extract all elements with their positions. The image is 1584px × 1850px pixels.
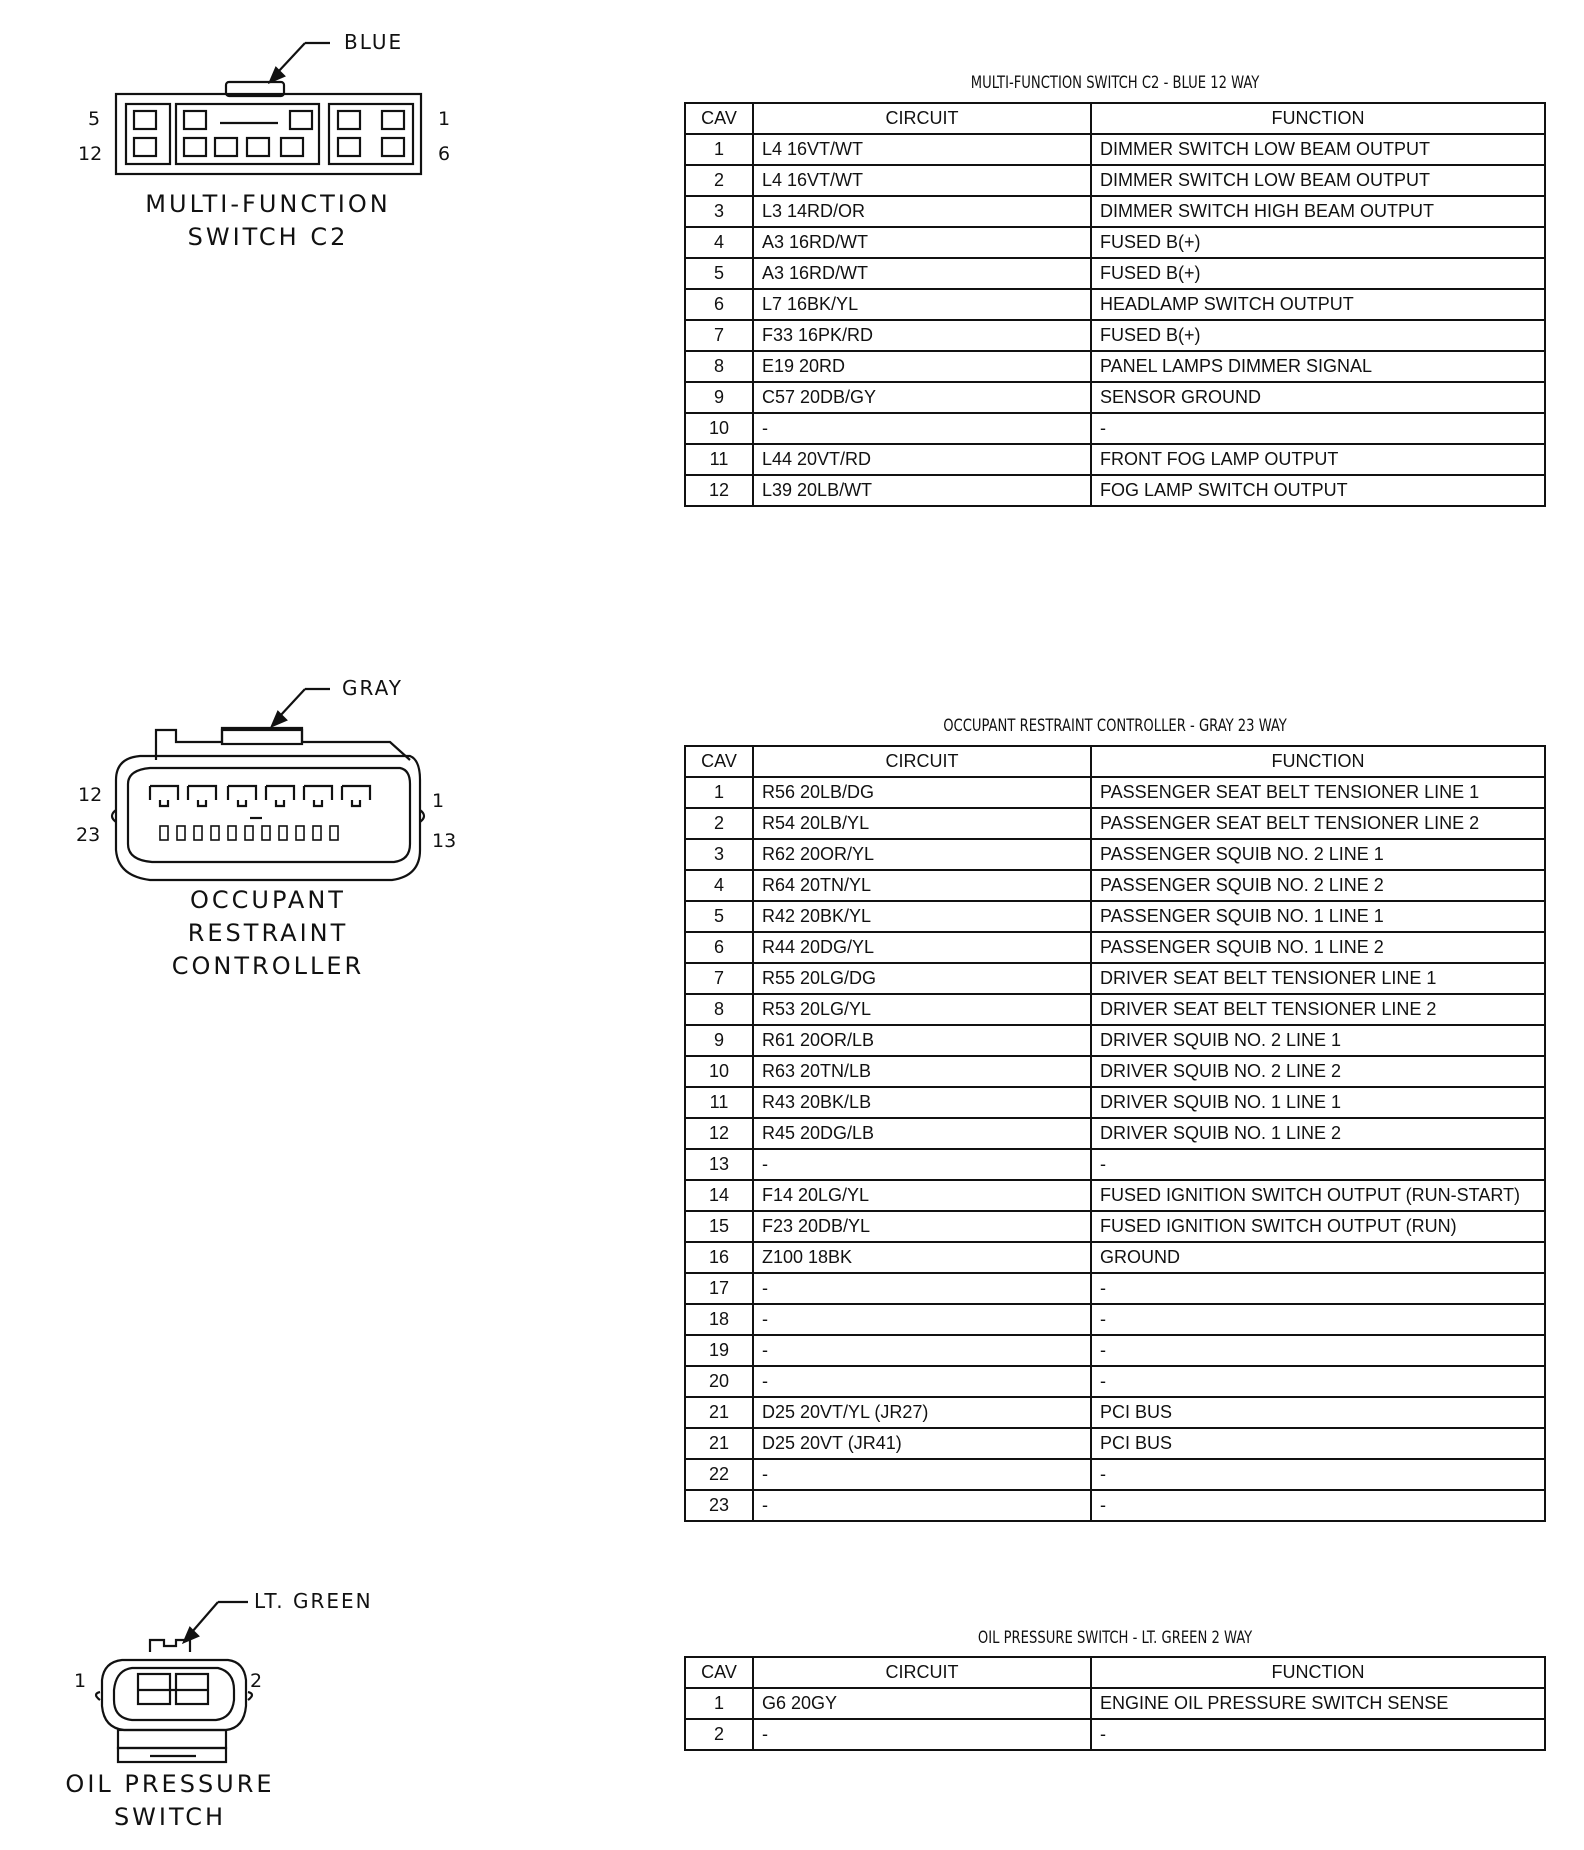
circuit-cell: A3 16RD/WT — [753, 258, 1091, 289]
table-title: MULTI-FUNCTION SWITCH C2 - BLUE 12 WAY — [970, 73, 1260, 93]
circuit-cell: L7 16BK/YL — [753, 289, 1091, 320]
table-row — [685, 227, 1545, 258]
table-row — [685, 870, 1545, 901]
pin-label: 2 — [250, 1670, 263, 1692]
connector-name-line: SWITCH — [113, 1803, 227, 1831]
connector-name-line: MULTI-FUNCTION — [145, 190, 391, 218]
cav-cell: 10 — [685, 413, 753, 444]
cav-cell: 17 — [685, 1273, 753, 1304]
function-cell: FRONT FOG LAMP OUTPUT — [1091, 444, 1545, 475]
table-row — [685, 1118, 1545, 1149]
cav-cell: 21 — [685, 1428, 753, 1459]
connector-name-line: CONTROLLER — [171, 952, 365, 980]
table-row — [685, 1459, 1545, 1490]
circuit-cell: L4 16VT/WT — [753, 134, 1091, 165]
connector-name-line: OIL PRESSURE — [65, 1770, 275, 1798]
table-row — [685, 1087, 1545, 1118]
cav-cell: 7 — [685, 320, 753, 351]
cav-cell: 6 — [685, 932, 753, 963]
table-row — [685, 475, 1545, 506]
connector-name — [60, 1768, 280, 1834]
function-cell: DIMMER SWITCH LOW BEAM OUTPUT — [1091, 134, 1545, 165]
connector-name-line: SWITCH C2 — [187, 223, 349, 251]
cav-cell: 2 — [685, 165, 753, 196]
circuit-cell: R53 20LG/YL — [753, 994, 1091, 1025]
table-row — [685, 932, 1545, 963]
cav-cell: 19 — [685, 1335, 753, 1366]
function-cell: DRIVER SEAT BELT TENSIONER LINE 2 — [1091, 994, 1545, 1025]
function-cell: FUSED IGNITION SWITCH OUTPUT (RUN-START) — [1091, 1180, 1545, 1211]
table-row — [685, 1304, 1545, 1335]
cav-cell: 12 — [685, 475, 753, 506]
table-row — [685, 134, 1545, 165]
table-row — [685, 1273, 1545, 1304]
connector-color-lt-green: LT. GREEN — [254, 1589, 373, 1613]
function-cell: ENGINE OIL PRESSURE SWITCH SENSE — [1091, 1688, 1545, 1719]
cav-cell: 13 — [685, 1149, 753, 1180]
cav-cell: 2 — [685, 808, 753, 839]
table-row — [685, 963, 1545, 994]
cav-cell: 6 — [685, 289, 753, 320]
pinout-table — [684, 745, 1546, 1522]
circuit-cell: L3 14RD/OR — [753, 196, 1091, 227]
table-title: OCCUPANT RESTRAINT CONTROLLER - GRAY 23 WAY — [943, 716, 1287, 736]
header-circuit: CIRCUIT — [753, 1657, 1091, 1688]
table-row — [685, 1428, 1545, 1459]
cav-cell: 4 — [685, 870, 753, 901]
table-row — [685, 413, 1545, 444]
function-cell: - — [1091, 1149, 1545, 1180]
circuit-cell: R45 20DG/LB — [753, 1118, 1091, 1149]
connector-color-gray: GRAY — [342, 676, 403, 700]
function-cell: - — [1091, 1459, 1545, 1490]
circuit-cell: - — [753, 1273, 1091, 1304]
table-row — [685, 196, 1545, 227]
circuit-cell: F33 16PK/RD — [753, 320, 1091, 351]
pin-label: 1 — [74, 1670, 87, 1692]
table-row — [685, 1490, 1545, 1521]
table-row — [685, 1242, 1545, 1273]
multi-function-switch-connector — [116, 43, 421, 174]
header-cav: CAV — [685, 1657, 753, 1688]
circuit-cell: - — [753, 1490, 1091, 1521]
cav-cell: 22 — [685, 1459, 753, 1490]
circuit-cell: R61 20OR/LB — [753, 1025, 1091, 1056]
circuit-cell: R42 20BK/YL — [753, 901, 1091, 932]
cav-cell: 2 — [685, 1719, 753, 1750]
circuit-cell: - — [753, 1335, 1091, 1366]
circuit-cell: - — [753, 1366, 1091, 1397]
table-row — [685, 777, 1545, 808]
function-cell: DIMMER SWITCH HIGH BEAM OUTPUT — [1091, 196, 1545, 227]
function-cell: PANEL LAMPS DIMMER SIGNAL — [1091, 351, 1545, 382]
circuit-cell: - — [753, 1304, 1091, 1335]
header-circuit: CIRCUIT — [753, 103, 1091, 134]
circuit-cell: R55 20LG/DG — [753, 963, 1091, 994]
table-row — [685, 165, 1545, 196]
function-cell: PASSENGER SQUIB NO. 1 LINE 1 — [1091, 901, 1545, 932]
function-cell: - — [1091, 1335, 1545, 1366]
circuit-cell: A3 16RD/WT — [753, 227, 1091, 258]
table-title: OIL PRESSURE SWITCH - LT. GREEN 2 WAY — [977, 1628, 1253, 1648]
circuit-cell: R43 20BK/LB — [753, 1087, 1091, 1118]
cav-cell: 4 — [685, 227, 753, 258]
table-header-row — [685, 746, 1545, 777]
circuit-cell: L39 20LB/WT — [753, 475, 1091, 506]
pin-label: 5 — [88, 108, 101, 130]
circuit-cell: - — [753, 413, 1091, 444]
table-header-row — [685, 1657, 1545, 1688]
circuit-cell: E19 20RD — [753, 351, 1091, 382]
function-cell: DRIVER SQUIB NO. 1 LINE 1 — [1091, 1087, 1545, 1118]
header-cav: CAV — [685, 103, 753, 134]
occupant-restraint-controller-connector — [112, 689, 424, 880]
cav-cell: 8 — [685, 994, 753, 1025]
table-row — [685, 1180, 1545, 1211]
cav-cell: 11 — [685, 444, 753, 475]
header-circuit: CIRCUIT — [753, 746, 1091, 777]
connector-color-blue: BLUE — [344, 30, 404, 54]
circuit-cell: R62 20OR/YL — [753, 839, 1091, 870]
table-row — [685, 382, 1545, 413]
circuit-cell: D25 20VT/YL (JR27) — [753, 1397, 1091, 1428]
header-cav: CAV — [685, 746, 753, 777]
cav-cell: 3 — [685, 839, 753, 870]
header-function: FUNCTION — [1091, 103, 1545, 134]
cav-cell: 23 — [685, 1490, 753, 1521]
cav-cell: 9 — [685, 382, 753, 413]
function-cell: - — [1091, 1719, 1545, 1750]
function-cell: - — [1091, 1273, 1545, 1304]
table-row — [685, 351, 1545, 382]
table-row — [685, 808, 1545, 839]
circuit-cell: C57 20DB/GY — [753, 382, 1091, 413]
function-cell: DRIVER SQUIB NO. 2 LINE 2 — [1091, 1056, 1545, 1087]
table-row — [685, 1211, 1545, 1242]
circuit-cell: R44 20DG/YL — [753, 932, 1091, 963]
table-row — [685, 994, 1545, 1025]
table-row — [685, 1366, 1545, 1397]
cav-cell: 11 — [685, 1087, 753, 1118]
cav-cell: 9 — [685, 1025, 753, 1056]
function-cell: FUSED IGNITION SWITCH OUTPUT (RUN) — [1091, 1211, 1545, 1242]
function-cell: PASSENGER SEAT BELT TENSIONER LINE 2 — [1091, 808, 1545, 839]
function-cell: PASSENGER SQUIB NO. 1 LINE 2 — [1091, 932, 1545, 963]
function-cell: PCI BUS — [1091, 1397, 1545, 1428]
table-row — [685, 1149, 1545, 1180]
cav-cell: 8 — [685, 351, 753, 382]
table-row — [685, 444, 1545, 475]
table-row — [685, 1719, 1545, 1750]
cav-cell: 10 — [685, 1056, 753, 1087]
function-cell: PASSENGER SEAT BELT TENSIONER LINE 1 — [1091, 777, 1545, 808]
cav-cell: 20 — [685, 1366, 753, 1397]
cav-cell: 12 — [685, 1118, 753, 1149]
function-cell: - — [1091, 1304, 1545, 1335]
circuit-cell: D25 20VT (JR41) — [753, 1428, 1091, 1459]
function-cell: - — [1091, 1490, 1545, 1521]
table-row — [685, 1397, 1545, 1428]
cav-cell: 16 — [685, 1242, 753, 1273]
table-row — [685, 901, 1545, 932]
function-cell: PASSENGER SQUIB NO. 2 LINE 1 — [1091, 839, 1545, 870]
function-cell: PASSENGER SQUIB NO. 2 LINE 2 — [1091, 870, 1545, 901]
connector-name-line: RESTRAINT — [187, 919, 349, 947]
cav-cell: 15 — [685, 1211, 753, 1242]
circuit-cell: R63 20TN/LB — [753, 1056, 1091, 1087]
table-row — [685, 258, 1545, 289]
cav-cell: 14 — [685, 1180, 753, 1211]
function-cell: DRIVER SQUIB NO. 2 LINE 1 — [1091, 1025, 1545, 1056]
pin-label: 1 — [438, 108, 451, 130]
function-cell: SENSOR GROUND — [1091, 382, 1545, 413]
pinout-table — [684, 1656, 1546, 1751]
pin-label: 1 — [432, 790, 445, 812]
pin-label: 12 — [78, 143, 103, 165]
pin-label: 12 — [78, 784, 103, 806]
cav-cell: 1 — [685, 777, 753, 808]
circuit-cell: - — [753, 1459, 1091, 1490]
table-row — [685, 839, 1545, 870]
cav-cell: 18 — [685, 1304, 753, 1335]
function-cell: FUSED B(+) — [1091, 258, 1545, 289]
circuit-cell: - — [753, 1719, 1091, 1750]
table-row — [685, 320, 1545, 351]
circuit-cell: R56 20LB/DG — [753, 777, 1091, 808]
cav-cell: 3 — [685, 196, 753, 227]
cav-cell: 1 — [685, 134, 753, 165]
circuit-cell: L4 16VT/WT — [753, 165, 1091, 196]
table-header-row — [685, 103, 1545, 134]
function-cell: - — [1091, 1366, 1545, 1397]
function-cell: FUSED B(+) — [1091, 227, 1545, 258]
cav-cell: 5 — [685, 901, 753, 932]
header-function: FUNCTION — [1091, 1657, 1545, 1688]
function-cell: - — [1091, 413, 1545, 444]
connector-name-line: OCCUPANT — [190, 886, 346, 914]
table-row — [685, 1335, 1545, 1366]
circuit-cell: - — [753, 1149, 1091, 1180]
circuit-cell: Z100 18BK — [753, 1242, 1091, 1273]
function-cell: FOG LAMP SWITCH OUTPUT — [1091, 475, 1545, 506]
oil-pressure-switch-connector — [96, 1602, 252, 1762]
circuit-cell: F14 20LG/YL — [753, 1180, 1091, 1211]
pin-label: 6 — [438, 143, 451, 165]
function-cell: FUSED B(+) — [1091, 320, 1545, 351]
function-cell: HEADLAMP SWITCH OUTPUT — [1091, 289, 1545, 320]
cav-cell: 21 — [685, 1397, 753, 1428]
connector-name — [128, 188, 408, 254]
cav-cell: 1 — [685, 1688, 753, 1719]
cav-cell: 5 — [685, 258, 753, 289]
pin-label: 13 — [432, 830, 457, 852]
table-row — [685, 289, 1545, 320]
connector-name — [128, 884, 408, 983]
circuit-cell: R64 20TN/YL — [753, 870, 1091, 901]
pinout-table — [684, 102, 1546, 507]
function-cell: GROUND — [1091, 1242, 1545, 1273]
header-function: FUNCTION — [1091, 746, 1545, 777]
table-row — [685, 1056, 1545, 1087]
function-cell: DRIVER SQUIB NO. 1 LINE 2 — [1091, 1118, 1545, 1149]
table-row — [685, 1688, 1545, 1719]
function-cell: DRIVER SEAT BELT TENSIONER LINE 1 — [1091, 963, 1545, 994]
circuit-cell: G6 20GY — [753, 1688, 1091, 1719]
circuit-cell: L44 20VT/RD — [753, 444, 1091, 475]
function-cell: DIMMER SWITCH LOW BEAM OUTPUT — [1091, 165, 1545, 196]
circuit-cell: F23 20DB/YL — [753, 1211, 1091, 1242]
cav-cell: 7 — [685, 963, 753, 994]
pin-label: 23 — [76, 824, 101, 846]
function-cell: PCI BUS — [1091, 1428, 1545, 1459]
circuit-cell: R54 20LB/YL — [753, 808, 1091, 839]
table-row — [685, 1025, 1545, 1056]
